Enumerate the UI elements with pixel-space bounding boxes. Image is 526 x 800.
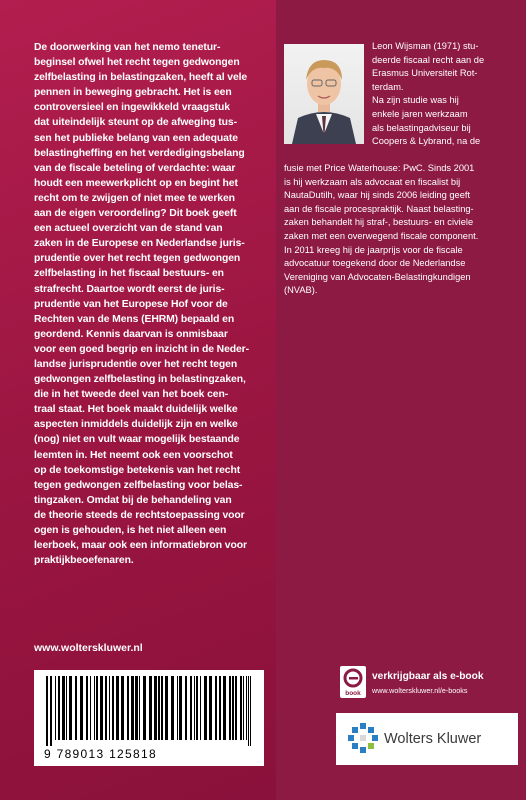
book-description: De doorwerking van het nemo tenetur- beginsel ofwel het recht tegen gedwongen zelfbelasting in belastingzaken, heeft al vele pennen in beweging gebracht. Het is een controversieel en ingewikkeld vraagstuk dat uiteindelijk steunt op de afweging tus- sen het publieke belang van een adequate belastingheffing en het verdedigingsbelang van de fiscale beteling of verdachte: waar houdt een meewerkplicht op en begint het recht om te zwijgen of niet mee te werken aan de eigen veroordeling? Dit boek geeft een actueel overzicht van de stand van zaken in de Europese en Nederlandse juris- prudentie over het recht tegen gedwongen zelfbelasting in het fiscaal bestuurs- en strafrecht. Daartoe wordt eerst de juris- prudentie van het Europese Hof voor de Rechten van de Mens (EHRM) bepaald en geordend. Kennis daarvan is onmisbaar voor een goed begrip en inzicht in de Neder- landse jurisprudentie over het recht tegen gedwongen zelfbelasting in belastingzaken, die in het tweede deel van het boek cen- traal staat. Het boek maakt duidelijk welke aspecten inmiddels duidelijk zijn en welke (nog) niet en vult waar mogelijk bestaande leemten in. Het neemt ook een voorschot op de toekomstige betekenis van het recht tegen gedwongen zelfbelasting voor belas- tingzaken. Omdat bij de behandeling van de theorie steeds de rechtstoepassing voor ogen is gehouden, is het niet alleen een leerboek, maar ook een informatiebron voor praktijkbeoefenaren.	[34, 42, 249, 567]
barcode-bar	[112, 676, 114, 740]
barcode-bar	[215, 676, 217, 740]
barcode-bar	[248, 676, 249, 746]
barcode-bar	[46, 676, 48, 746]
barcode-bar	[127, 676, 129, 740]
author-bio-intro: Leon Wijsman (1971) stu- deerde fiscaal recht aan de Erasmus Universiteit Rot- terdam. Na zijn studie was hij enkele jaren werkzaam als belastingadviseur bij Coopers & Lybrand, na de	[372, 41, 485, 147]
barcode-bar	[69, 676, 72, 740]
wolters-kluwer-logo-icon	[344, 719, 384, 759]
barcode-icon	[34, 670, 264, 746]
barcode-bar	[105, 676, 107, 740]
barcode-bar	[232, 676, 234, 740]
barcode-bar	[131, 676, 134, 740]
barcode-bar	[149, 676, 152, 740]
barcode-bar	[96, 676, 98, 740]
barcode-bar	[185, 676, 187, 740]
ebook-badge-icon	[340, 666, 366, 698]
barcode-bar	[58, 676, 60, 740]
author-portrait-icon	[284, 44, 364, 144]
author-bio-career: fusie met Price Waterhouse: PwC. Sinds 2001 is hij werkzaam als advocaat en fiscalist bij NautaDutilh, waar hij sinds 2006 leiding geeft aan de fiscale procespraktijk. Naast belasting- zaken behandelt hij straf-, bestuurs- en civiele zaken met een overwegend fiscale component. In 2011 kreeg hij de jaarprijs voor de fiscale advocatuur toegekend door de Nederlandse Vereniging van Advocaten-Belastingkundigen (NVAB).	[284, 163, 479, 296]
publisher-logo	[336, 713, 518, 765]
barcode-bar	[94, 676, 95, 740]
barcode-bar	[190, 676, 192, 740]
isbn-barcode	[34, 670, 264, 766]
barcode-bar	[240, 676, 242, 740]
barcode-bar	[250, 676, 251, 746]
publisher-website[interactable]: www.wolterskluwer.nl	[34, 642, 143, 654]
blurb-column	[34, 40, 266, 568]
publisher-name: Wolters Kluwer	[384, 731, 482, 747]
barcode-bar	[158, 676, 160, 740]
barcode-bar	[200, 676, 201, 740]
ebook-url[interactable]: www.wolterskluwer.nl/e-books	[372, 686, 468, 695]
barcode-bar	[161, 676, 163, 740]
barcode-bar	[109, 676, 110, 740]
ebook-title: verkrijgbaar als e-book	[372, 671, 484, 682]
barcode-bar	[219, 676, 221, 740]
barcode-bar	[143, 676, 146, 740]
barcode-bar	[121, 676, 124, 740]
barcode-bar	[179, 676, 182, 740]
barcode-bar	[223, 676, 226, 740]
barcode-bar	[55, 676, 56, 740]
barcode-bar	[246, 676, 247, 740]
svg-text:book: book	[345, 690, 361, 697]
barcode-bar	[204, 676, 207, 740]
author-photo	[284, 44, 364, 144]
barcode-bar	[100, 676, 103, 740]
barcode-bar	[139, 676, 140, 740]
barcode-bar	[66, 676, 67, 740]
barcode-bar	[209, 676, 212, 740]
barcode-bar	[171, 676, 174, 740]
barcode-bar	[62, 676, 65, 740]
barcode-bar	[80, 676, 83, 740]
barcode-bar	[235, 676, 237, 740]
barcode-bar	[165, 676, 168, 740]
barcode-bar	[86, 676, 88, 740]
barcode-bar	[196, 676, 198, 740]
barcode-bar	[177, 676, 178, 740]
barcode-bar	[50, 676, 52, 746]
barcode-bar	[194, 676, 195, 740]
barcode-bar	[75, 676, 77, 740]
barcode-bar	[135, 676, 138, 740]
barcode-bar	[229, 676, 231, 740]
ebook-notice	[340, 666, 520, 706]
barcode-bar	[116, 676, 119, 740]
barcode-bar	[154, 676, 157, 740]
barcode-bar	[90, 676, 91, 740]
isbn-number: 9 789013 125818	[44, 747, 157, 761]
barcode-bar	[243, 676, 244, 740]
